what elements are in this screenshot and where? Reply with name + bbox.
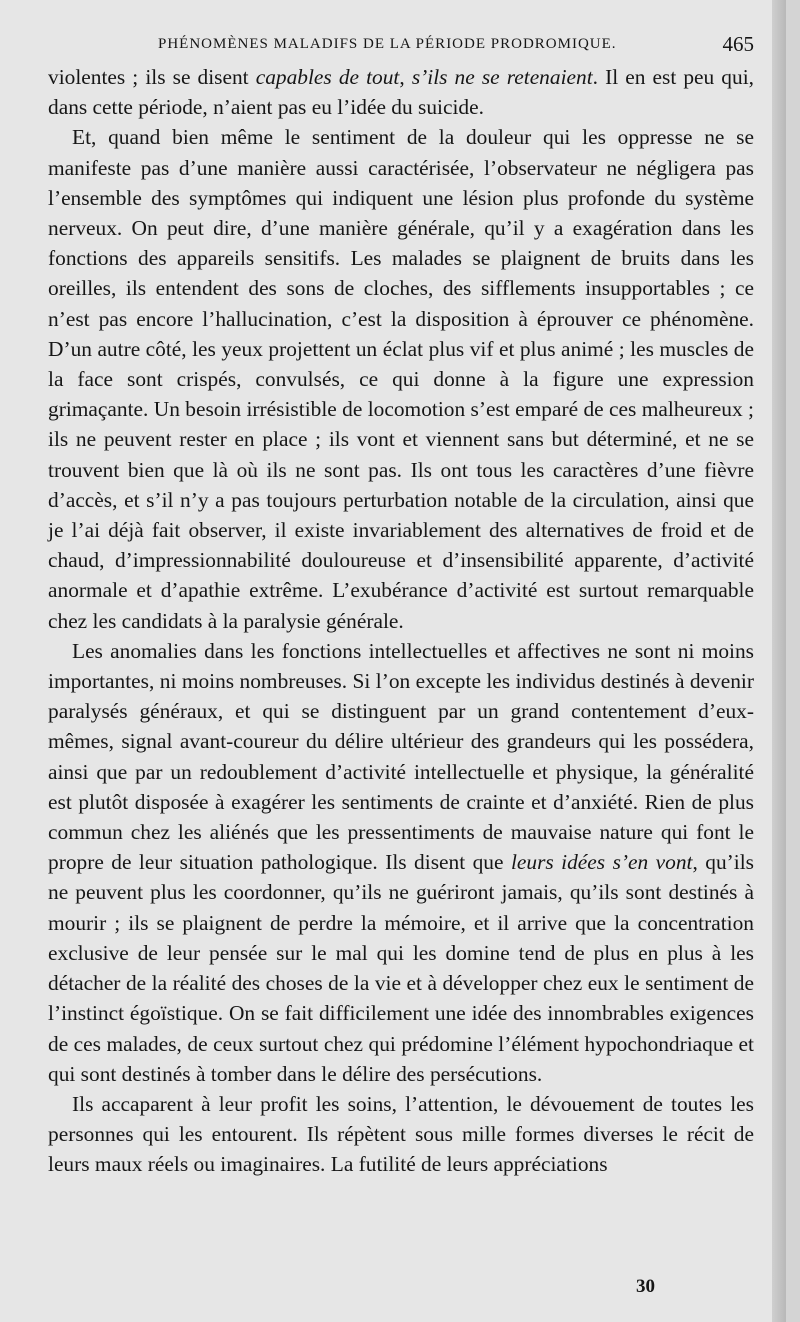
paragraph — [48, 636, 754, 1089]
italic-text: leurs idées s’en vont — [510, 850, 693, 875]
running-title: PHÉNOMÈNES MALADIFS DE LA PÉRIODE PRODROMIQUE. — [158, 36, 617, 52]
italic-text: s’ils ne se retenaient — [411, 65, 593, 89]
text-run: . Il en est peu qui, dans cette période, n’aient pas eu l’idée du suicide. — [48, 65, 754, 120]
italic-text: capables de tout — [255, 65, 400, 89]
paragraph — [48, 122, 754, 635]
body-text — [48, 62, 754, 1180]
text-run: , qu’ils ne peuvent plus les coordonner, qu’ils ne guériront jamais, qu’ils sont destinés à mourir ; ils se plaignent de perdre la mémoire, et il arrive que la concentration exclusive de leur pensée sur le mal qui les domine tend de plus en plus à les détacher de la réalité des choses de la vie et à développer chez eux le sentiment de l’instinct égoïstique. On se fait difficilement une idée des innombrables exigences de ces malades, de ceux surtout chez qui prédomine l’élément hypochondriaque et qui sont destinés à tomber dans le délire des persécutions. — [48, 850, 755, 1086]
text-run: Les anomalies dans les fonctions intellectuelles et affectives ne sont ni moins importantes, ni moins nombreuses. Si l’on excepte les individus destinés à devenir paralysés généraux, et qui se distinguent par un grand contentement d’eux-mêmes, signal avant-coureur du délire ultérieur des grandeurs qui les possédera, ainsi que par un redoublement d’activité intellectuelle et physique, la généralité est plutôt disposée à exagérer les sentiments de crainte et d’anxiété. Rien de plus commun chez les aliénés que les pressentiments de mauvaise nature qui font le propre de leur situation pathologique. Ils disent que — [48, 638, 754, 875]
text-run: Ils accaparent à leur profit les soins, l’attention, le dévouement de toutes les personnes qui les entourent. Ils répètent sous mille formes diverses le récit de leurs maux réels ou imaginaires. La futilité de leurs appréciations — [48, 1091, 754, 1177]
signature-mark: 30 — [636, 1276, 655, 1297]
paragraph — [48, 62, 754, 122]
page-number: 465 — [722, 32, 754, 56]
text-run: violentes ; ils se disent — [48, 65, 256, 89]
text-run: Et, quand bien même le sentiment de la douleur qui les oppresse ne se manifeste pas d’une manière aussi caractérisée, l’observateur ne négligera pas l’ensemble des symptômes qui indiquent une lésion plus profonde du système nerveux. On peut dire, d’une manière générale, qu’il y a exagération dans les fonctions des appareils sensitifs. Les malades se plaignent de bruits dans les oreilles, ils entendent des sons de cloches, des sifflements insupportables ; ce n’est pas encore l’hallucination, c’est la disposition à éprouver ce phénomène. D’un autre côté, les yeux projettent un éclat plus vif et plus animé ; les muscles de la face sont crispés, convulsés, ce qui donne à la figure une expression grimaçante. Un besoin irrésistible de locomotion s’est emparé de ces malheureux ; ils ne peuvent rester en place ; ils vont et viennent sans but déterminé, et ne se trouvent bien que là où ils ne sont pas. Ils ont tous les caractères d’une fièvre d’accès, et s’il n’y a pas toujours perturbation notable de la circulation, ainsi que je l’ai déjà fait observer, il existe invariablement des alternatives de froid et de chaud, d’impressionnabilité douloureuse et d’insensibilité apparente, d’activité anormale et d’apathie extrême. L’exubérance d’activité est surtout remarquable chez les candidats à la paralysie générale. — [48, 125, 754, 633]
paragraph — [48, 1089, 754, 1180]
text-run: , — [399, 65, 412, 89]
